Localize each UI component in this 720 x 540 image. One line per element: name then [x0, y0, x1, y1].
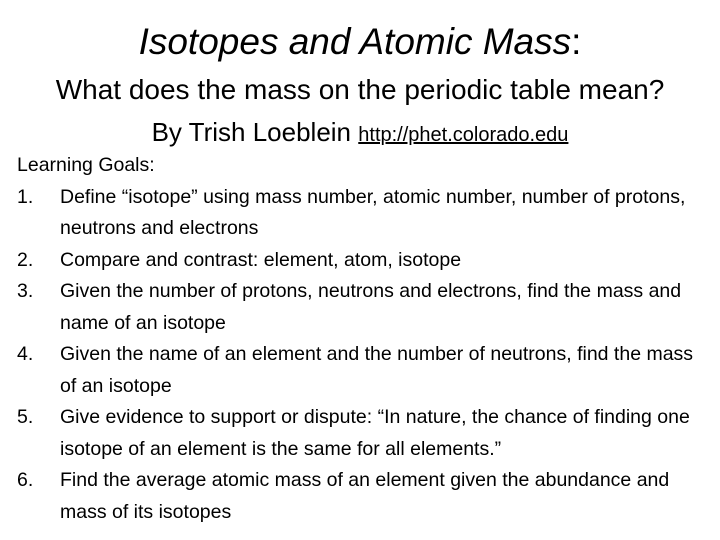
list-item-number: 1. [17, 185, 34, 208]
list-item-text: Define “isotope” using mass number, atomic number, number of protons, neutrons and electrons [60, 185, 686, 239]
list-item-number: 6. [17, 469, 34, 491]
list-item-number: 4. [17, 343, 34, 365]
learning-goals-list [17, 182, 707, 529]
list-item [17, 245, 707, 277]
list-item [17, 276, 707, 339]
list-item [17, 402, 707, 465]
list-item-number: 3. [17, 280, 34, 302]
list-item [17, 182, 707, 245]
learning-goals-heading: Learning Goals: [17, 154, 155, 176]
list-item-text: Give evidence to support or dispute: “In nature, the chance of finding one isotope of an element is the same for all elements.” [60, 406, 690, 460]
author-name: By Trish Loeblein [151, 117, 352, 147]
phet-link[interactable]: http://phet.colorado.edu [358, 124, 569, 146]
list-item-text: Given the number of protons, neutrons and electrons, find the mass and name of an isotope [60, 280, 682, 334]
slide-title-colon: : [571, 21, 582, 62]
list-item [17, 339, 707, 402]
list-item-number: 5. [17, 406, 34, 428]
list-item [17, 465, 707, 528]
list-item-text: Find the average atomic mass of an element given the abundance and mass of its isotopes [60, 469, 670, 523]
byline [0, 114, 720, 153]
slide-subtitle: What does the mass on the periodic table mean? [55, 74, 665, 105]
slide-title [0, 18, 720, 66]
list-item-text: Compare and contrast: element, atom, isotope [60, 248, 462, 271]
slide-title-main: Isotopes and Atomic Mass [138, 21, 572, 62]
learning-goals [17, 150, 707, 528]
list-item-number: 2. [17, 248, 34, 271]
list-item-text: Given the name of an element and the number of neutrons, find the mass of an isotope [60, 343, 694, 397]
